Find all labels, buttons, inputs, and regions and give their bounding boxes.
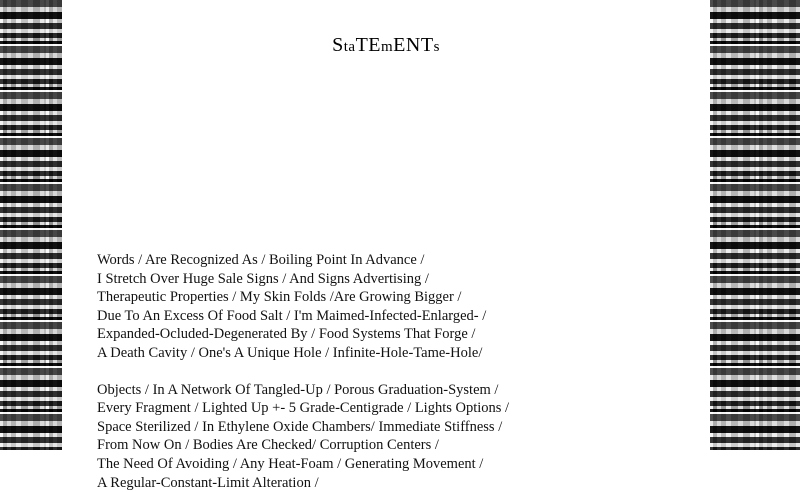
poem-line: A Regular-Constant-Limit Alteration / [97,474,319,491]
page-title [62,34,710,57]
title-letter-3: T [355,34,369,56]
title-letter-1: t [343,39,349,55]
stanza [97,381,617,492]
poem-body [97,251,617,492]
poem-line: The Need Of Avoiding / Any Heat-Foam / Generating Movement / [97,455,484,472]
title-letter-5: m [381,39,394,55]
poem-line: Every Fragment / Lighted Up +- 5 Grade-Centigrade / Lights Options / [97,400,510,417]
poem-line: Words / Are Recognized As / Boiling Point In Advance / [97,252,425,268]
ornamental-border-left [0,0,62,450]
title-letter-8: T [420,34,434,56]
title-letter-4: E [368,34,381,56]
ornamental-border-top [0,0,62,10]
poem-line: Therapeutic Properties / My Skin Folds /Are Growing Bigger / [97,289,462,306]
title-letter-6: E [393,34,406,56]
poem-line: Due To An Excess Of Food Salt / I'm Maimed-Infected-Enlarged- / [97,307,487,324]
title-letter-9: s [433,39,440,55]
poem-line: Objects / In A Network Of Tangled-Up / Porous Graduation-System / [97,381,499,398]
poem-line: Space Sterilized / In Ethylene Oxide Chambers/ Immediate Stiffness / [97,418,503,435]
title-letter-7: N [405,34,421,56]
poem-line: I Stretch Over Huge Sale Signs / And Signs Advertising / [97,270,429,287]
poem-line: A Death Cavity / One's A Unique Hole / Infinite-Hole-Tame-Hole/ [97,344,483,361]
title-letter-0: S [332,34,344,56]
stanza [97,251,617,363]
poem-line: From Now On / Bodies Are Checked/ Corruption Centers / [97,437,439,454]
poem-line: Expanded-Ocluded-Degenerated By / Food Systems That Forge / [97,326,476,343]
title-letter-2: a [348,39,356,55]
ornamental-border-right [710,0,800,450]
